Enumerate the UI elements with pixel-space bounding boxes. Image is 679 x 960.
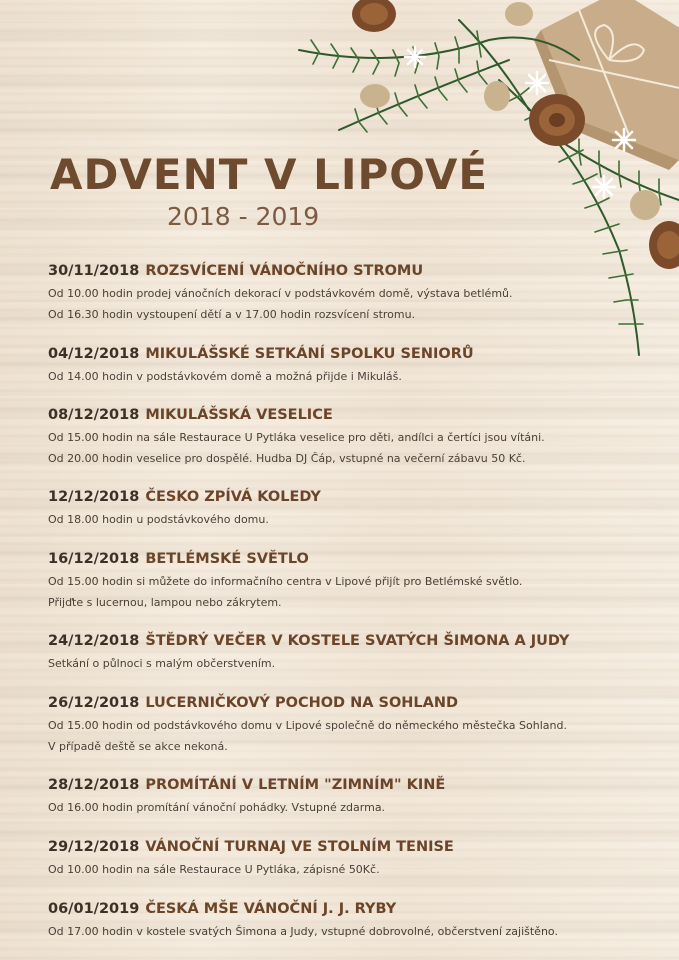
event-description: Od 16.30 hodin vystoupení dětí a v 17.00 hodin rozsvícení stromu. (48, 308, 416, 321)
event-item (48, 345, 648, 384)
event-name: ČESKO ZPÍVÁ KOLEDY (145, 489, 321, 505)
event-description: Od 15.00 hodin na sále Restaurace U Pytláka veselice pro děti, andílci a čertíci jsou vítáni. (48, 431, 545, 444)
event-item (48, 262, 648, 322)
event-item (48, 550, 648, 610)
event-description: Od 17.00 hodin v kostele svatých Šimona a Judy, vstupné dobrovolné, občerstvení zajištěno. (48, 925, 558, 938)
event-item (48, 488, 648, 527)
event-date: 26/12/2018 (48, 695, 140, 711)
event-description: Od 10.00 hodin na sále Restaurace U Pytláka, zápisné 50Kč. (48, 863, 380, 876)
event-name: ČESKÁ MŠE VÁNOČNÍ J. J. RYBY (145, 901, 397, 917)
event-description: Od 14.00 hodin v podstávkovém domě a možná přijde i Mikuláš. (48, 370, 402, 383)
event-name: VÁNOČNÍ TURNAJ VE STOLNÍM TENISE (145, 839, 454, 855)
event-description: Přijďte s lucernou, lampou nebo zákrytem. (48, 596, 282, 609)
event-date: 08/12/2018 (48, 407, 140, 423)
event-item (48, 900, 648, 939)
event-name: PROMÍTÁNÍ V LETNÍM "ZIMNÍM" KINĚ (145, 777, 446, 793)
event-name: ROZSVÍCENÍ VÁNOČNÍHO STROMU (145, 263, 424, 279)
page-title: ADVENT V LIPOVÉ (50, 150, 489, 199)
event-item (48, 838, 648, 877)
event-item (48, 694, 648, 754)
event-item (48, 406, 648, 466)
event-name: LUCERNIČKOVÝ POCHOD NA SOHLAND (145, 695, 459, 711)
event-date: 12/12/2018 (48, 489, 140, 505)
event-name: MIKULÁŠSKÁ VESELICE (145, 407, 333, 423)
event-date: 24/12/2018 (48, 633, 140, 649)
event-date: 16/12/2018 (48, 551, 140, 567)
event-description: Setkání o půlnoci s malým občerstvením. (48, 657, 276, 670)
event-description: Od 15.00 hodin si můžete do informačního centra v Lipové přijít pro Betlémské světlo. (48, 575, 523, 588)
event-name: BETLÉMSKÉ SVĚTLO (145, 551, 309, 567)
event-item (48, 632, 648, 671)
season-years: 2018 - 2019 (167, 202, 320, 231)
event-date: 30/11/2018 (48, 263, 140, 279)
event-name: ŠTĚDRÝ VEČER V KOSTELE SVATÝCH ŠIMONA A JUDY (145, 633, 570, 649)
event-description: Od 15.00 hodin od podstávkového domu v Lipové společně do německého městečka Sohland. (48, 719, 567, 732)
event-date: 06/01/2019 (48, 901, 140, 917)
event-date: 29/12/2018 (48, 839, 140, 855)
event-description: Od 10.00 hodin prodej vánočních dekorací v podstávkovém domě, výstava betlémů. (48, 287, 513, 300)
event-description: Od 20.00 hodin veselice pro dospělé. Hudba DJ Čáp, vstupné na večerní zábavu 50 Kč. (48, 452, 526, 465)
event-date: 04/12/2018 (48, 346, 140, 362)
event-name: MIKULÁŠSKÉ SETKÁNÍ SPOLKU SENIORŮ (145, 346, 474, 362)
event-description: Od 18.00 hodin u podstávkového domu. (48, 513, 269, 526)
event-description: V případě deště se akce nekoná. (48, 740, 228, 753)
event-date: 28/12/2018 (48, 777, 140, 793)
event-description: Od 16.00 hodin promítání vánoční pohádky. Vstupné zdarma. (48, 801, 386, 814)
event-item (48, 776, 648, 815)
